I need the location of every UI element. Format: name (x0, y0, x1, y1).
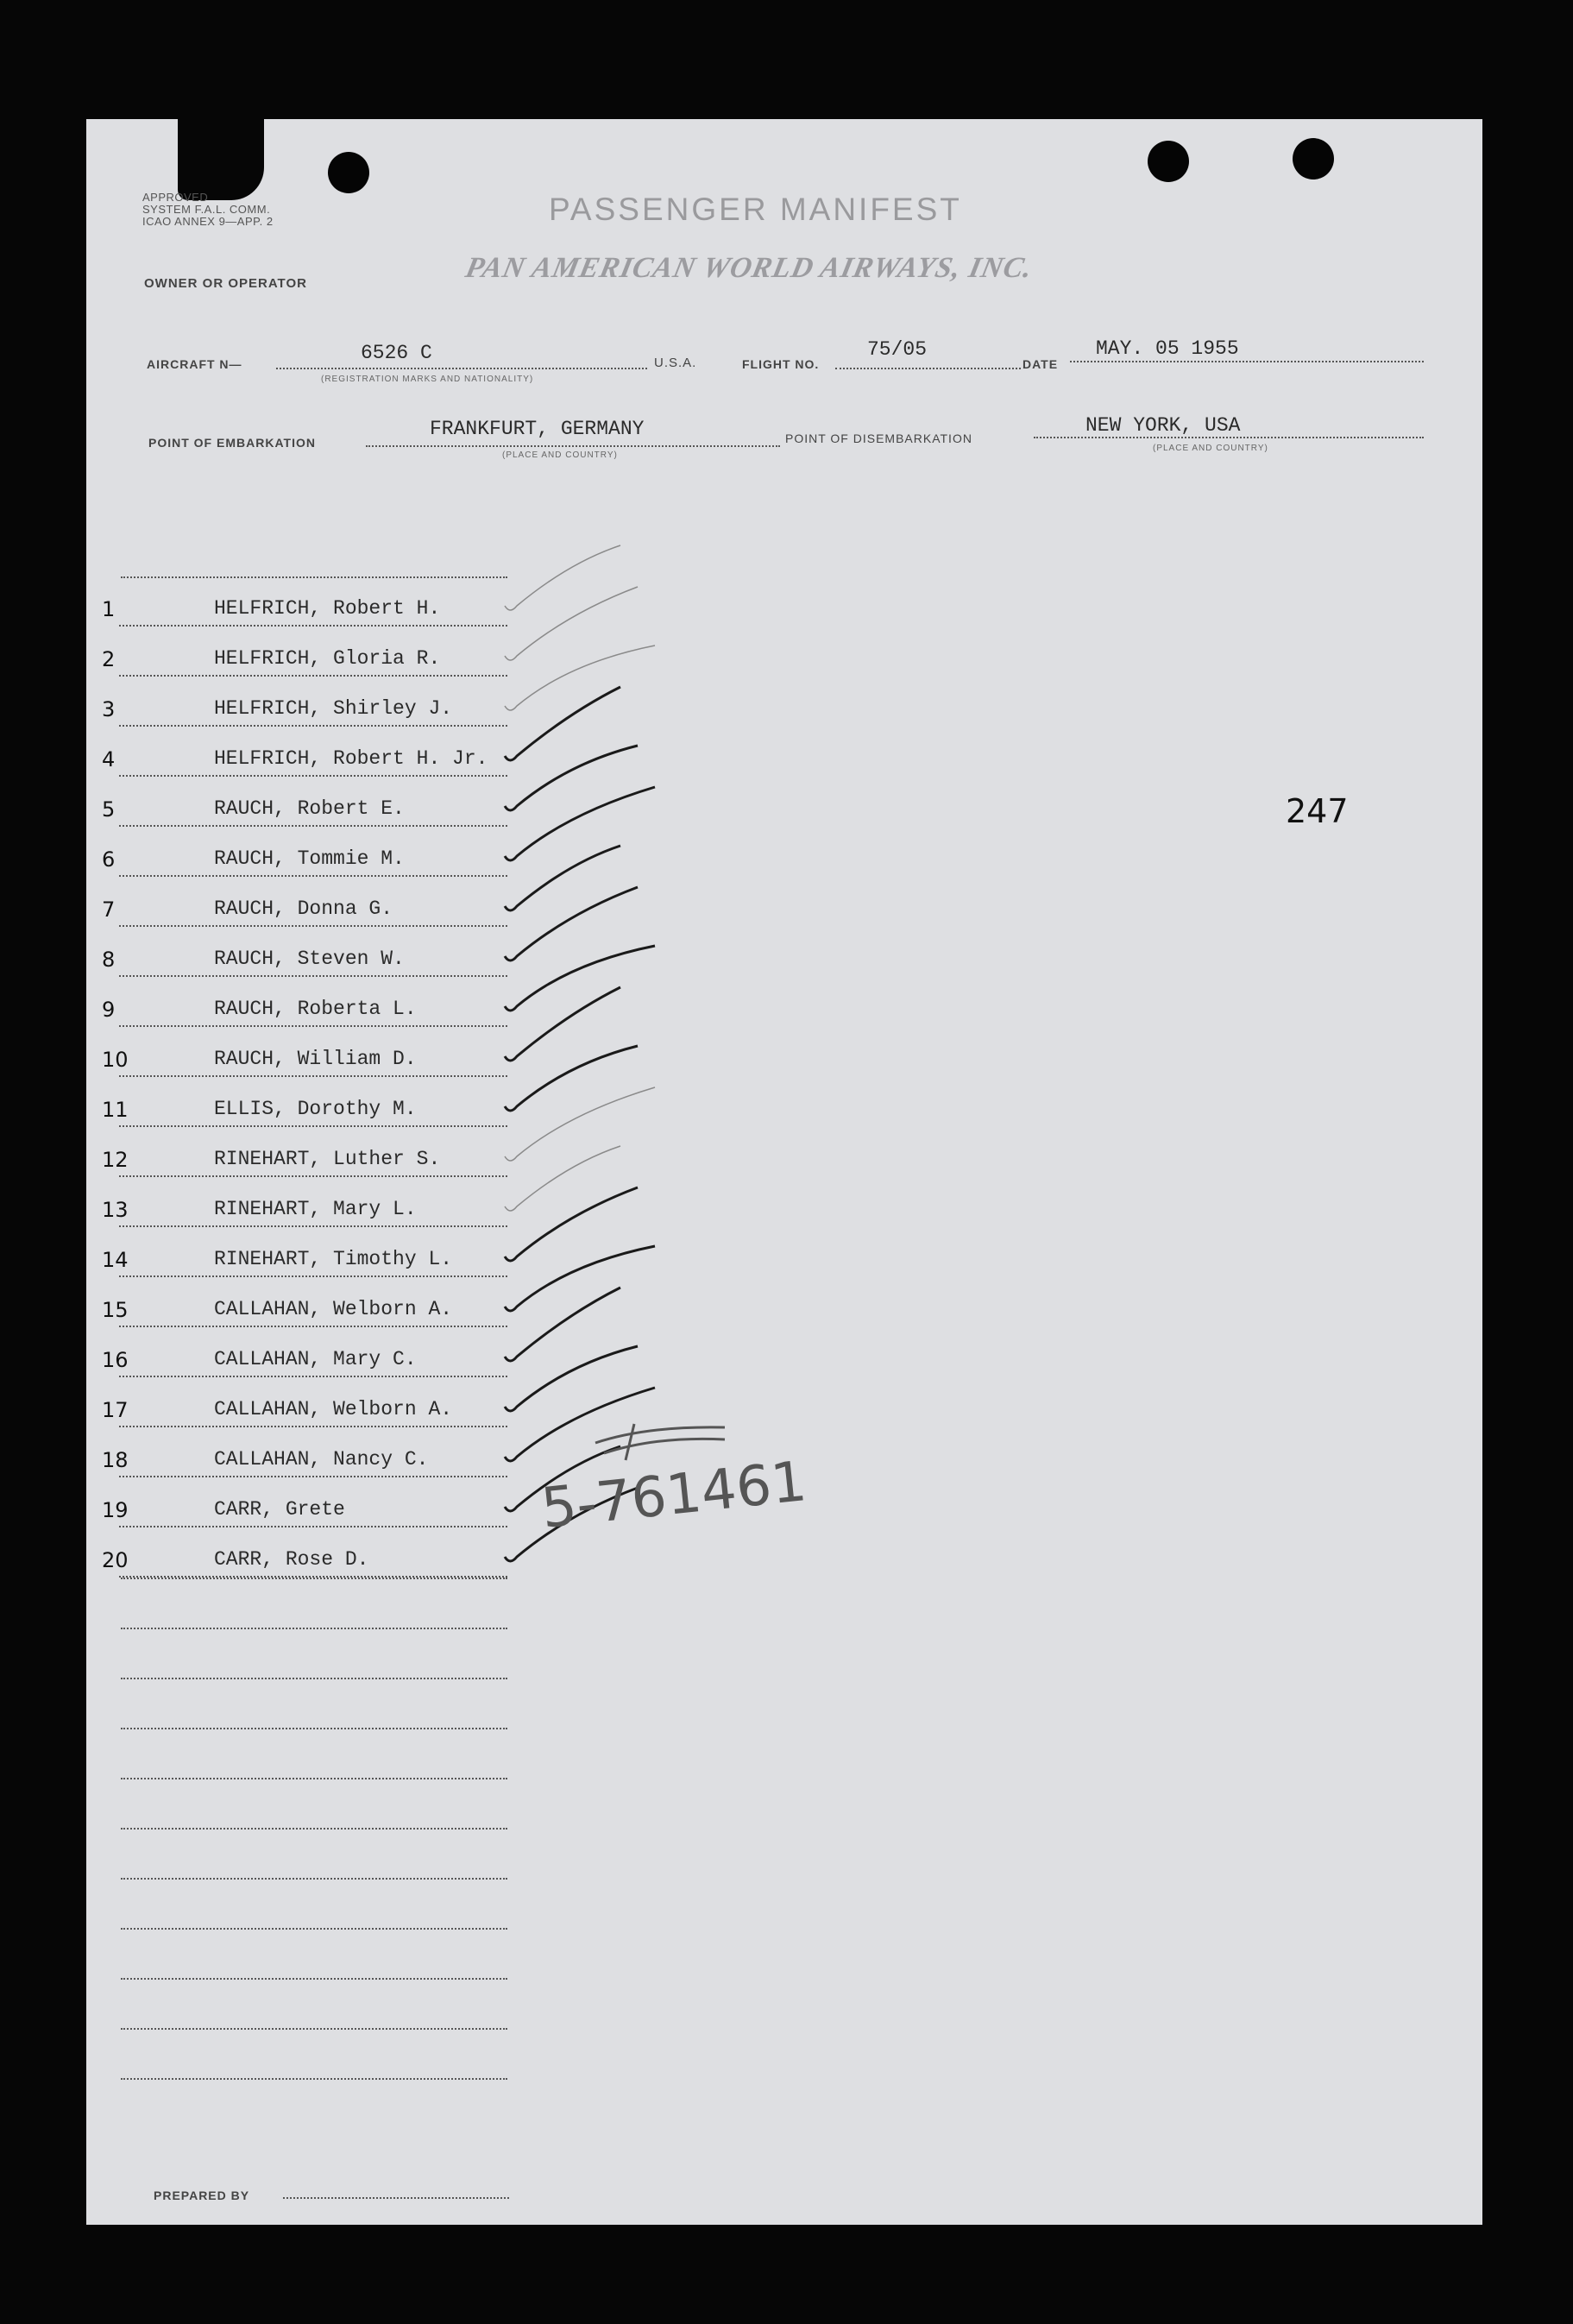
prepared-label: PREPARED BY (154, 2189, 250, 2202)
embark-label: POINT OF EMBARKATION (148, 436, 316, 450)
passenger-name: RAUCH, Robert E. (214, 797, 405, 820)
passenger-name: HELFRICH, Robert H. (214, 597, 441, 620)
passenger-number: 1 (102, 597, 116, 621)
passenger-name: RAUCH, Roberta L. (214, 998, 417, 1020)
embark-value: FRANKFURT, GERMANY (430, 418, 645, 440)
check-mark (505, 1046, 638, 1111)
passenger-name: CALLAHAN, Welborn A. (214, 1398, 453, 1420)
passenger-number: 7 (102, 897, 116, 922)
disembark-value: NEW YORK, USA (1085, 414, 1241, 437)
approval-line: APPROVED (142, 191, 209, 204)
passenger-name: CALLAHAN, Nancy C. (214, 1448, 429, 1471)
passenger-number: 17 (102, 1398, 129, 1422)
check-mark (505, 1187, 638, 1261)
passenger-number: 6 (102, 847, 116, 872)
passenger-name: RAUCH, Steven W. (214, 948, 405, 970)
approval-line: ICAO ANNEX 9—APP. 2 (142, 215, 274, 228)
aircraft-sub: (REGISTRATION MARKS AND NATIONALITY) (321, 375, 534, 384)
passenger-name: RINEHART, Luther S. (214, 1148, 441, 1170)
aircraft-value: 6526 C (361, 342, 432, 364)
passenger-name: RAUCH, William D. (214, 1048, 417, 1070)
passenger-number: 11 (102, 1098, 129, 1122)
passenger-number: 2 (102, 647, 116, 671)
disembark-label: POINT OF DISEMBARKATION (785, 431, 972, 445)
passenger-number: 14 (102, 1248, 129, 1272)
passenger-number: 12 (102, 1148, 129, 1172)
passenger-name: RAUCH, Tommie M. (214, 847, 405, 870)
flight-label: FLIGHT NO. (742, 357, 820, 371)
passenger-number: 18 (102, 1448, 129, 1472)
check-mark (505, 1288, 620, 1361)
check-mark (505, 987, 620, 1061)
passenger-number: 19 (102, 1498, 129, 1522)
check-mark (505, 646, 655, 710)
passenger-number: 5 (102, 797, 116, 822)
scribble-mark (595, 1424, 725, 1460)
passenger-name: ELLIS, Dorothy M. (214, 1098, 417, 1120)
passenger-number: 16 (102, 1348, 129, 1372)
check-mark (505, 545, 620, 610)
owner-label: OWNER OR OPERATOR (144, 276, 307, 291)
date-label: DATE (1022, 357, 1059, 371)
embark-sub: (PLACE AND COUNTRY) (502, 450, 618, 460)
check-mark (505, 1246, 655, 1311)
approval-line: SYSTEM F.A.L. COMM. (142, 203, 271, 216)
passenger-number: 8 (102, 948, 116, 972)
form-title: PASSENGER MANIFEST (549, 192, 962, 227)
passenger-name: HELFRICH, Shirley J. (214, 697, 453, 720)
date-value: MAY. 05 1955 (1096, 337, 1239, 360)
passenger-name: CARR, Rose D. (214, 1548, 369, 1571)
disembark-sub: (PLACE AND COUNTRY) (1153, 444, 1268, 453)
country-label: U.S.A. (654, 356, 697, 370)
passenger-number: 10 (102, 1048, 129, 1072)
passenger-number: 20 (102, 1548, 129, 1572)
passenger-name: RINEHART, Timothy L. (214, 1248, 453, 1270)
passenger-name: RINEHART, Mary L. (214, 1198, 417, 1220)
handwritten-note: 5-761461 (538, 1450, 810, 1541)
check-mark (505, 587, 638, 660)
passenger-name: RAUCH, Donna G. (214, 897, 393, 920)
check-mark (505, 946, 655, 1011)
passenger-number: 15 (102, 1298, 129, 1322)
aircraft-label: AIRCRAFT N— (147, 357, 242, 371)
passenger-name: HELFRICH, Robert H. Jr. (214, 747, 488, 770)
operator-name: PAN AMERICAN WORLD AIRWAYS, INC. (462, 252, 1036, 284)
page-number: 247 (1286, 792, 1349, 830)
passenger-name: CALLAHAN, Mary C. (214, 1348, 417, 1370)
passenger-number: 3 (102, 697, 116, 721)
passenger-name: CARR, Grete (214, 1498, 345, 1521)
check-mark (505, 687, 620, 760)
passenger-number: 4 (102, 747, 116, 772)
passenger-name: HELFRICH, Gloria R. (214, 647, 441, 670)
passenger-number: 13 (102, 1198, 129, 1222)
flight-value: 75/05 (867, 338, 928, 361)
passenger-name: CALLAHAN, Welborn A. (214, 1298, 453, 1320)
passenger-number: 9 (102, 998, 116, 1022)
